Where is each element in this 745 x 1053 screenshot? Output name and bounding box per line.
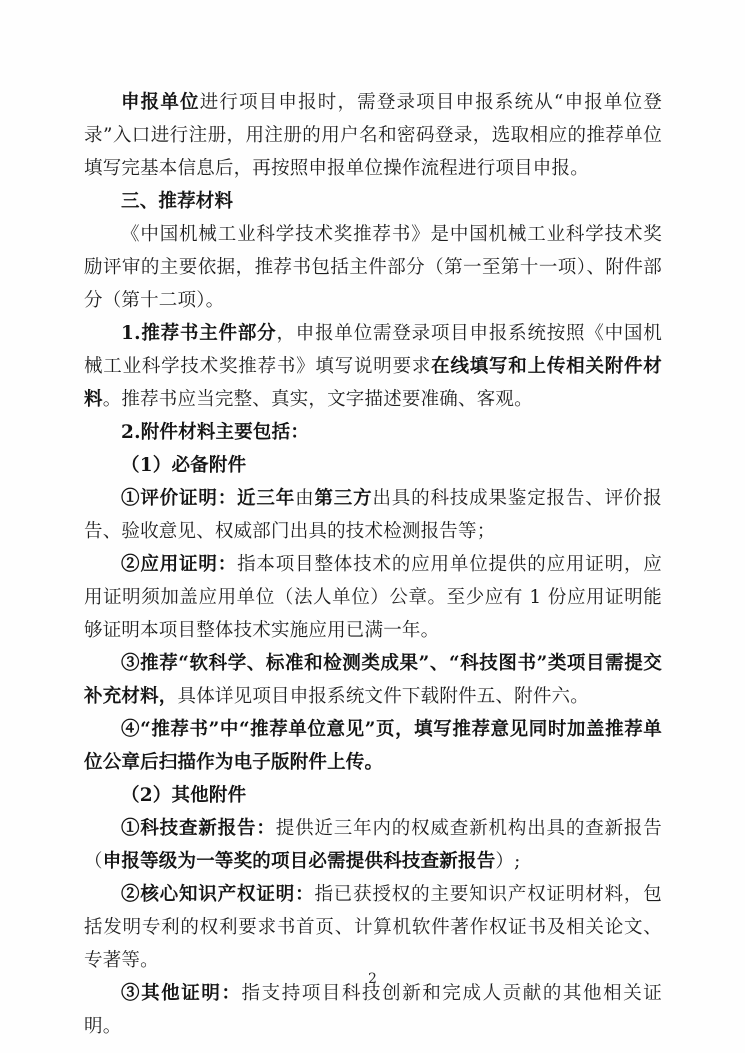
paragraph [84, 812, 662, 878]
bold-text-run: （1）必备附件 [121, 455, 247, 476]
paragraph [84, 779, 662, 812]
text-run: 《中国机械工业科学技术奖推荐书》是中国机械工业科学技术奖励评审的主要依据，推荐书包括主件部分（第一至第十一项）、附件部分（第十二项）。 [84, 224, 662, 311]
paragraph [84, 416, 662, 449]
bold-text-run: 2.附件材料主要包括： [121, 422, 310, 443]
paragraph [84, 548, 662, 647]
bold-text-run: ③其他证明： [121, 983, 242, 1004]
bold-text-run: ③推荐“软科学、标准和检测类成果”、“科技图书”类项目需提交补充材料， [84, 653, 662, 707]
bold-text-run: （2）其他附件 [121, 785, 247, 806]
text-run: ，申报单位需登录项目申报系统按照《中国机械工业科学技术奖推荐书》填写说明要求 [84, 323, 662, 377]
paragraph [84, 218, 662, 317]
text-run: 指支持项目科技创新和完成人贡献的其他相关证明。 [84, 983, 662, 1037]
paragraph [84, 86, 662, 185]
bold-text-run: 1.推荐书主件部分 [121, 323, 277, 344]
document-content [84, 86, 662, 1043]
text-run: 提供近三年内的权威查新机构出具的查新报告（ [84, 818, 662, 872]
paragraph [84, 449, 662, 482]
bold-text-run: ①科技查新报告： [121, 818, 276, 839]
paragraph [84, 647, 662, 713]
text-run: 出具的科技成果鉴定报告、评价报告、验收意见、权威部门出具的技术检测报告等； [84, 488, 662, 542]
text-run: 由 [295, 488, 315, 509]
text-run: 进行项目申报时，需登录项目申报系统从“申报单位登录”入口进行注册，用注册的用户名和密码登录，选取相应的推荐单位填写完基本信息后，再按照申报单位操作流程进行项目申报。 [84, 92, 662, 179]
paragraph [84, 482, 662, 548]
paragraph [84, 317, 662, 416]
bold-text-run: 申报单位 [121, 92, 200, 113]
text-run: 。推荐书应当完整、真实，文字描述要准确、客观。 [102, 389, 533, 410]
bold-text-run: ④“推荐书”中“推荐单位意见”页，填写推荐意见同时加盖推荐单位公章后扫描作为电子版附件上传。 [84, 719, 662, 773]
paragraph [84, 185, 662, 218]
text-run: 指已获授权的主要知识产权证明材料，包括发明专利的权利要求书首页、计算机软件著作权证书及相关论文、专著等。 [84, 884, 662, 971]
bold-text-run: ②应用证明： [121, 554, 238, 575]
text-run: 具体详见项目申报系统文件下载附件五、附件六。 [177, 686, 589, 707]
bold-text-run: ①评价证明：近三年 [121, 488, 296, 509]
bold-text-run: 第三方 [314, 488, 373, 509]
paragraph [84, 878, 662, 977]
text-run: 指本项目整体技术的应用单位提供的应用证明，应用证明须加盖应用单位（法人单位）公章。至少应有 1 份应用证明能够证明本项目整体技术实施应用已满一年。 [84, 554, 663, 641]
bold-text-run: 三、推荐材料 [121, 191, 234, 212]
paragraph [84, 713, 662, 779]
bold-text-run: ②核心知识产权证明： [121, 884, 315, 905]
bold-text-run: 在线填写和上传相关附件材料 [84, 356, 662, 410]
text-run: ）; [495, 851, 521, 872]
page-number: 2 [368, 971, 377, 987]
bold-text-run: 申报等级为一等奖的项目必需提供科技查新报告 [102, 851, 496, 872]
